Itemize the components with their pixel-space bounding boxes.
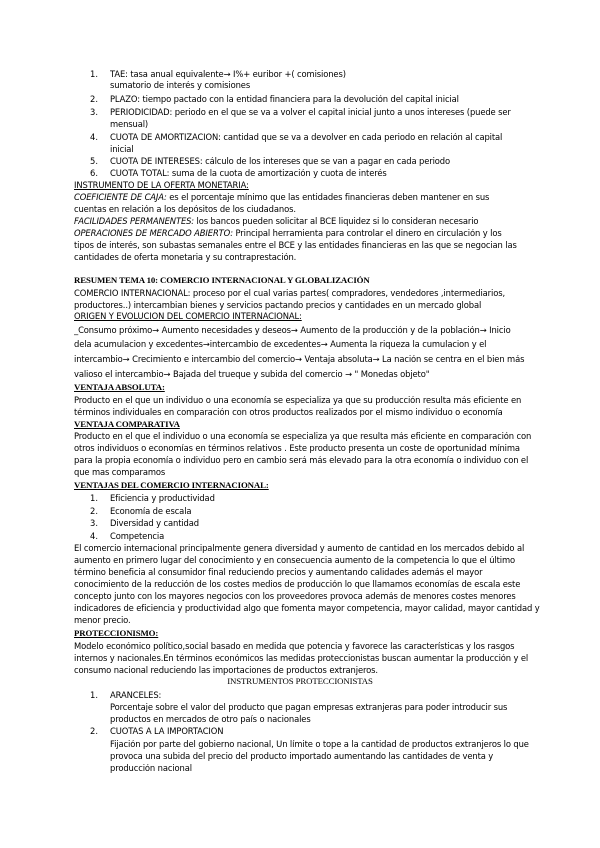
list-number: 3. bbox=[90, 518, 98, 528]
list-item: CUOTA TOTAL: suma de la cuota de amortización y cuota de interés bbox=[110, 169, 387, 178]
list-item-continuation: sumatorio de interés y comisiones bbox=[110, 81, 251, 90]
paragraph-line: términos individuales en comparación con otros productos realizados por el mismo individuo o economía bbox=[74, 408, 503, 417]
section-heading: VENTAJAS DEL COMERCIO INTERNACIONAL: bbox=[74, 481, 269, 490]
list-item: Diversidad y cantidad bbox=[110, 519, 199, 528]
list-item: PLAZO: tiempo pactado con la entidad financiera para la devolución del capital inicial bbox=[110, 95, 459, 104]
paragraph-line: intercambio→ Crecimiento e intercambio del comercio→ Ventaja absoluta→ La nación se centra en el bien más bbox=[74, 355, 525, 364]
section-heading: INSTRUMENTOS PROTECCIONISTAS bbox=[227, 677, 373, 686]
paragraph-line: conocimiento de la reducción de los costes medios de producción lo que llamamos economías de escala este bbox=[74, 580, 521, 589]
paragraph-line: aumento en primero lugar del conocimiento y en consecuencia aumento de la competencia lo que el último bbox=[74, 556, 516, 565]
list-item-continuation: inicial bbox=[110, 145, 134, 154]
paragraph-line: tipos de interés, son subastas semanales entre el BCE y las entidades financieras en las que se negocian las bbox=[74, 241, 517, 250]
list-number: 1. bbox=[90, 493, 98, 503]
term-text: es el porcentaje mínimo que las entidades financieras deben mantener en sus bbox=[166, 193, 490, 202]
paragraph-line: productores..) intercambian bienes y servicios pactando precios y cantidades en un mercado global bbox=[74, 301, 482, 310]
paragraph-line: El comercio internacional principalmente genera diversidad y aumento de cantidad en los mercados debido al bbox=[74, 544, 525, 553]
list-item: Eficiencia y productividad bbox=[110, 494, 215, 503]
list-number: 5. bbox=[90, 156, 98, 166]
term-text: los bancos pueden solicitar al BCE liquidez si lo consideran necesario bbox=[194, 217, 479, 226]
section-heading: VENTAJA COMPARATIVA bbox=[74, 420, 180, 429]
list-number: 1. bbox=[90, 690, 98, 700]
paragraph-line: cuentas en relación a los depósitos de los ciudadanos. bbox=[74, 205, 296, 214]
paragraph-line: concepto junto con los mayores negocios con los proveedores provoca además de menores costes menores bbox=[74, 592, 516, 601]
list-number: 2. bbox=[90, 726, 98, 736]
section-title: RESUMEN TEMA 10: COMERCIO INTERNACIONAL Y GLOBALIZACIÓN bbox=[74, 276, 370, 285]
list-item: PERIODICIDAD: periodo en el que se va a volver el capital inicial junto a unos intereses (puede ser bbox=[110, 108, 511, 117]
section-heading: VENTAJA ABSOLUTA: bbox=[74, 383, 165, 392]
list-item: ARANCELES: bbox=[110, 691, 162, 700]
paragraph-line: consumo nacional reduciendo las importaciones de productos extranjeros. bbox=[74, 666, 378, 675]
list-item-continuation: Fijación por parte del gobierno nacional, Un límite o tope a la cantidad de productos extranjeros lo que bbox=[110, 740, 529, 749]
list-number: 2. bbox=[90, 94, 98, 104]
paragraph-line: internos y nacionales.En términos económicos las medidas proteccionistas buscan aumentar la producción y el bbox=[74, 654, 529, 663]
list-number: 1. bbox=[90, 69, 98, 79]
list-number: 6. bbox=[90, 168, 98, 178]
paragraph-line bbox=[74, 217, 594, 227]
paragraph-line: COMERCIO INTERNACIONAL: proceso por el cual varias partes( compradores, vendedores ,intermediarios, bbox=[74, 289, 505, 298]
list-item-continuation: mensual) bbox=[110, 120, 149, 129]
list-number: 4. bbox=[90, 531, 98, 541]
section-heading: ORIGEN Y EVOLUCIÓN DEL COMERCIO INTERNACIONAL: bbox=[74, 312, 302, 321]
paragraph-line: que mas comparamos bbox=[74, 468, 166, 477]
paragraph-line: término beneficia al consumidor final reduciendo precios y aumentando calidades además el mayor bbox=[74, 568, 483, 577]
paragraph-line: Modelo económico político,social basado en medida que potencia y favorece las características y los rasgos bbox=[74, 642, 515, 651]
paragraph-line: para la propia economía o individuo pero en cambio será más elevado para la otra economía o individuo con el bbox=[74, 456, 529, 465]
term-text: Principal herramienta para controlar el dinero en circulación y los bbox=[232, 229, 502, 238]
term-label: COEFICIENTE DE CAJA: bbox=[74, 193, 167, 202]
section-heading: PROTECCIONISMO: bbox=[74, 629, 159, 638]
paragraph-line: _Consumo próximo→ Aumento necesidades y deseos→ Aumento de la producción y de la población→ Inicio bbox=[74, 326, 511, 335]
term-label: OPERACIONES DE MERCADO ABIERTO: bbox=[74, 229, 233, 238]
paragraph-line: menor precio. bbox=[74, 616, 131, 625]
section-heading: INSTRUMENTO DE LA OFERTA MONETARIA: bbox=[74, 181, 249, 190]
list-item-continuation: producción nacional bbox=[110, 764, 192, 773]
paragraph-line: dela acumulacion y excedentes→intercambio de excedentes→ Aumenta la riqueza la cumulacion y el bbox=[74, 340, 487, 349]
list-item: Competencia bbox=[110, 532, 165, 541]
list-item: CUOTAS A LA IMPORTACIÓN bbox=[110, 727, 224, 736]
list-number: 2. bbox=[90, 506, 98, 516]
paragraph-line: otros individuos o economías en términos relativos . Este producto presenta un coste de oportunidad mínima bbox=[74, 444, 520, 453]
paragraph-line: indicadores de eficiencia y productividad algo que fomenta mayor competencia, mayor calidad, mayor cantidad y bbox=[74, 604, 540, 613]
paragraph-line: Producto en el que un individuo o una economía se especializa ya que su producción resulta más eficiente en bbox=[74, 396, 522, 405]
paragraph-line: valioso el intercambio→ Bajada del trueque y subida del comercio → " Monedas objeto" bbox=[74, 370, 430, 379]
list-item-continuation: productos en mercados de otro país o nacionales bbox=[110, 715, 311, 724]
list-item: CUOTA DE INTERESES: cálculo de los intereses que se van a pagar en cada periodo bbox=[110, 157, 450, 166]
list-item: Economía de escala bbox=[110, 507, 192, 516]
list-item-continuation: provoca una subida del precio del producto importado aumentando las cantidades de venta y bbox=[110, 752, 494, 761]
paragraph-line: Producto en el que el individuo o una economía se especializa ya que resulta más eficiente en comparación con bbox=[74, 432, 532, 441]
list-number: 3. bbox=[90, 107, 98, 117]
list-item: TAE: tasa anual equivalente→ I%+ euribor +( comisiones) bbox=[110, 70, 346, 79]
list-item-continuation: Porcentaje sobre el valor del producto que pagan empresas extranjeras para poder introducir sus bbox=[110, 703, 508, 712]
list-number: 4. bbox=[90, 132, 98, 142]
paragraph-line bbox=[74, 229, 594, 239]
term-label: FACILIDADES PERMANENTES: bbox=[74, 217, 195, 226]
list-item: CUOTA DE AMORTIZACIÓN: cantidad que se va a devolver en cada periodo en relación al capital bbox=[110, 133, 503, 142]
paragraph-line: cantidades de oferta monetaria y su contraprestación. bbox=[74, 253, 297, 262]
paragraph-line bbox=[74, 193, 594, 203]
